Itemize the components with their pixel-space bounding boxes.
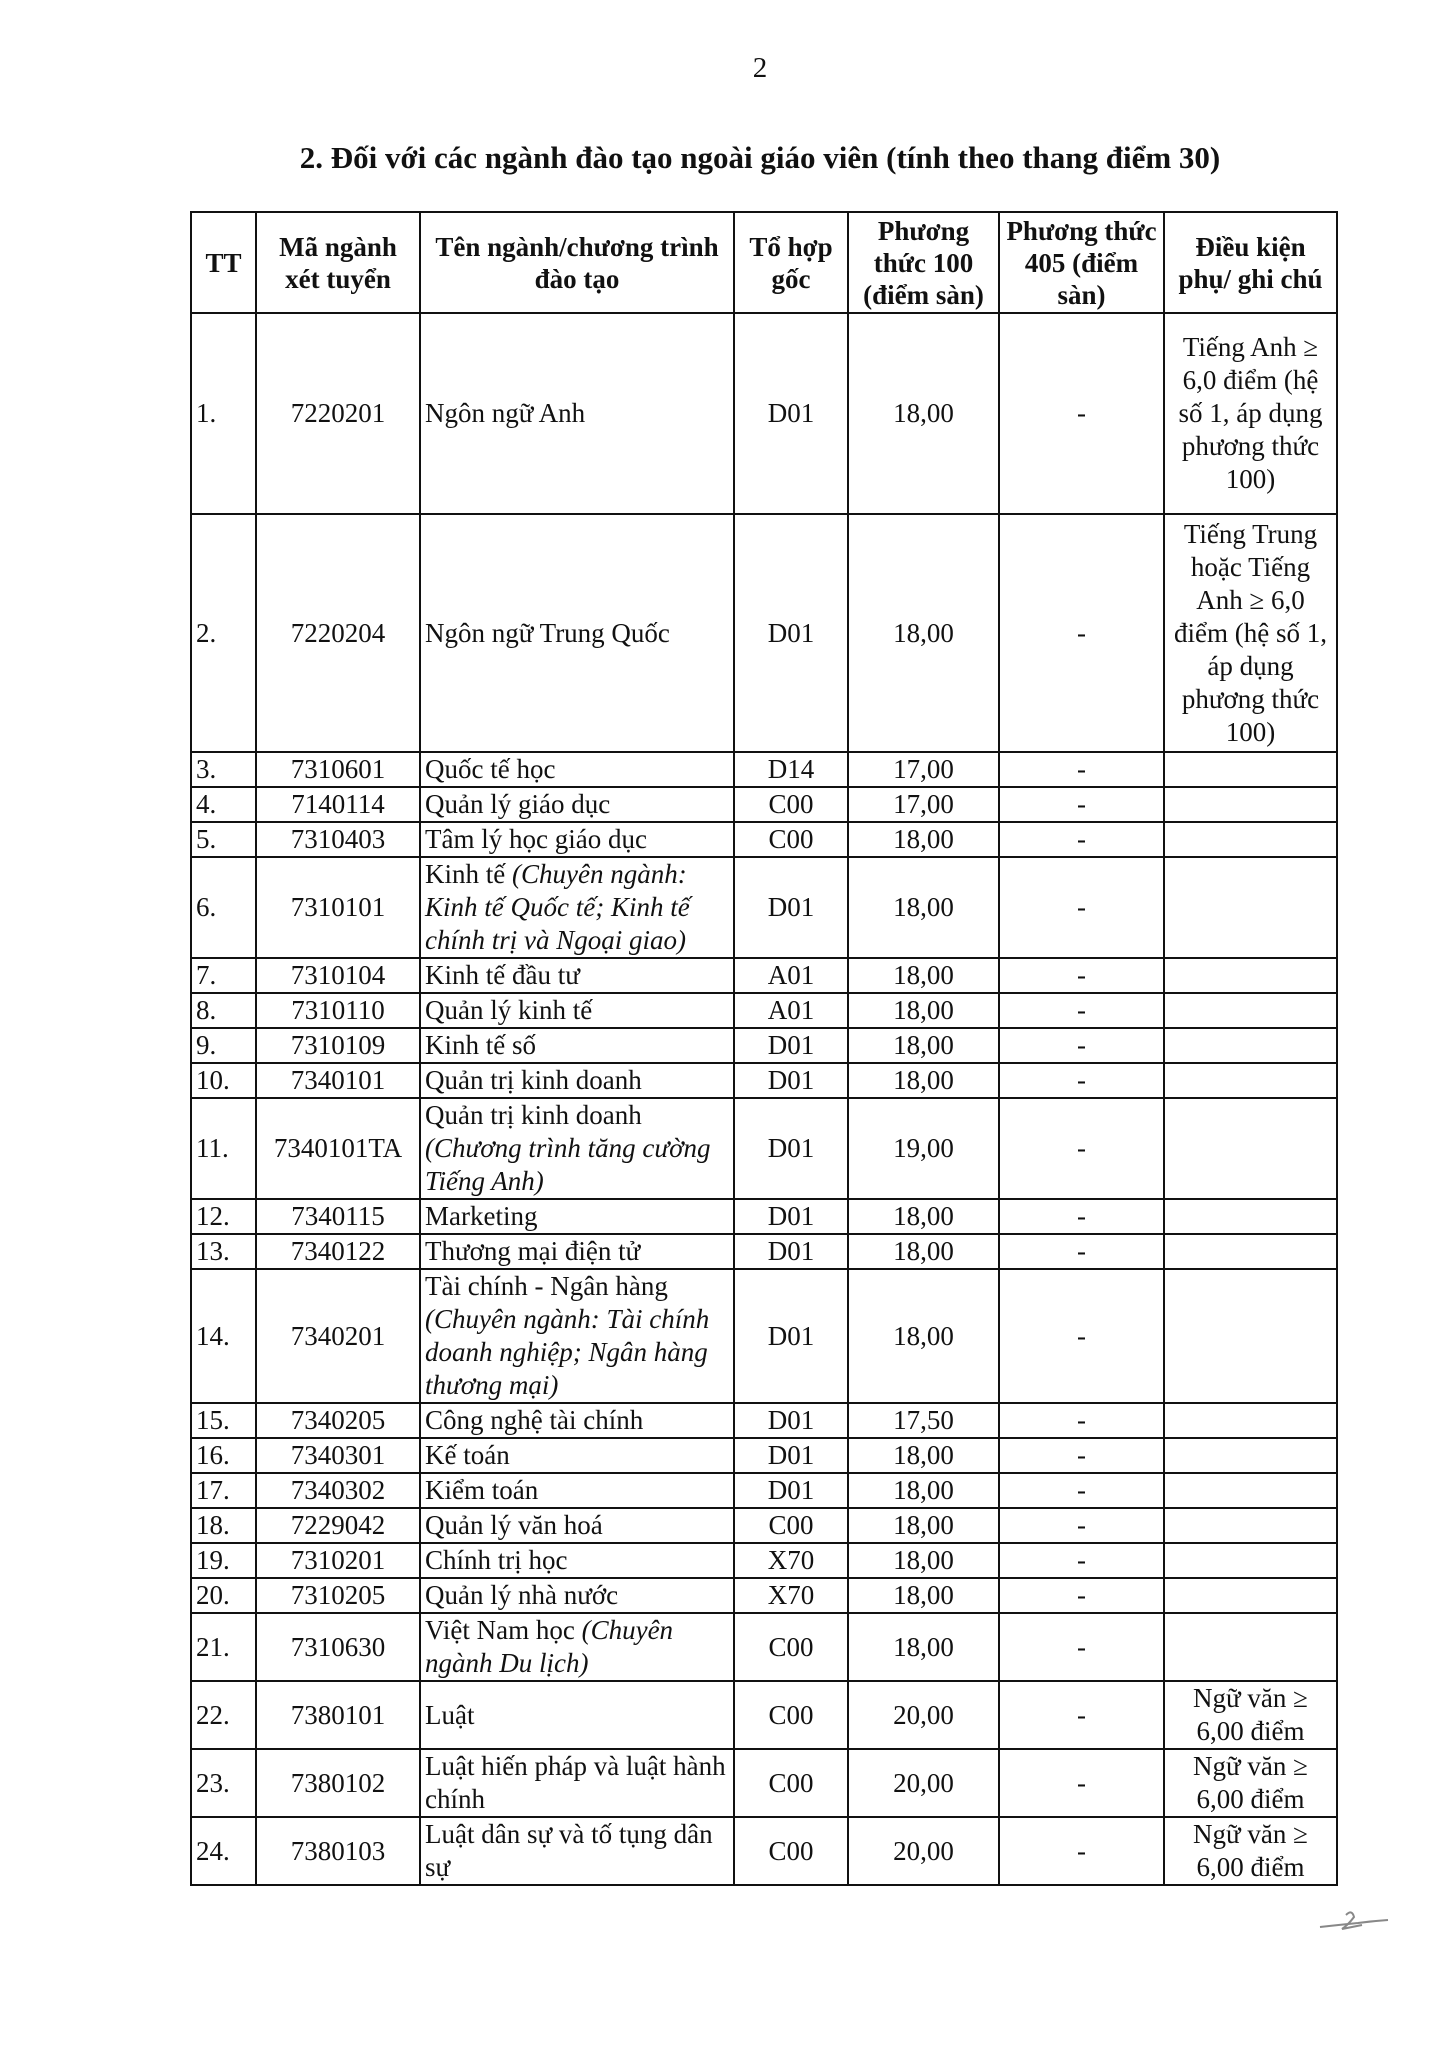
cell-code: 7340301 — [256, 1438, 420, 1473]
cell-group: D14 — [734, 752, 848, 787]
table-row — [191, 1234, 1337, 1269]
cell-note: Tiếng Anh ≥ 6,0 điểm (hệ số 1, áp dụng phương thức 100) — [1164, 313, 1337, 514]
cell-method-405: - — [999, 1681, 1164, 1749]
cell-name — [420, 1543, 734, 1578]
cell-tt: 3. — [191, 752, 256, 787]
cell-method-405: - — [999, 822, 1164, 857]
signature-mark — [1318, 1905, 1390, 1935]
table-row — [191, 1403, 1337, 1438]
cell-tt: 23. — [191, 1749, 256, 1817]
cell-code: 7310109 — [256, 1028, 420, 1063]
table-row — [191, 857, 1337, 958]
cell-method-100: 18,00 — [848, 1269, 999, 1403]
table-row — [191, 1438, 1337, 1473]
cell-note: Ngữ văn ≥ 6,00 điểm — [1164, 1749, 1337, 1817]
cell-tt: 7. — [191, 958, 256, 993]
table-row — [191, 958, 1337, 993]
cell-method-405: - — [999, 1403, 1164, 1438]
table-body — [191, 313, 1337, 1885]
cell-tt: 9. — [191, 1028, 256, 1063]
cell-code: 7310201 — [256, 1543, 420, 1578]
cell-note — [1164, 1508, 1337, 1543]
cell-method-405: - — [999, 958, 1164, 993]
cell-code: 7340122 — [256, 1234, 420, 1269]
cell-method-100: 18,00 — [848, 1063, 999, 1098]
program-name: Marketing — [425, 1201, 538, 1231]
cell-group: D01 — [734, 1473, 848, 1508]
cell-method-405: - — [999, 1199, 1164, 1234]
cell-name — [420, 822, 734, 857]
program-name: Luật dân sự và tố tụng dân sự — [425, 1819, 713, 1882]
cell-method-100: 18,00 — [848, 1578, 999, 1613]
cell-group: D01 — [734, 1098, 848, 1199]
cell-method-100: 18,00 — [848, 1508, 999, 1543]
cell-note — [1164, 752, 1337, 787]
cell-name — [420, 752, 734, 787]
program-name: Luật — [425, 1699, 475, 1730]
cell-name — [420, 1028, 734, 1063]
cell-tt: 4. — [191, 787, 256, 822]
cell-method-405: - — [999, 1234, 1164, 1269]
cell-name — [420, 1578, 734, 1613]
cell-method-100: 18,00 — [848, 313, 999, 514]
cell-note: Ngữ văn ≥ 6,00 điểm — [1164, 1817, 1337, 1885]
cell-note — [1164, 1098, 1337, 1199]
program-name: Kinh tế đầu tư — [425, 960, 580, 990]
cell-tt: 14. — [191, 1269, 256, 1403]
cell-code: 7310403 — [256, 822, 420, 857]
cell-code: 7340201 — [256, 1269, 420, 1403]
cell-name — [420, 993, 734, 1028]
cell-note — [1164, 1028, 1337, 1063]
cell-method-100: 18,00 — [848, 1028, 999, 1063]
table-row — [191, 1681, 1337, 1749]
cell-tt: 18. — [191, 1508, 256, 1543]
cell-tt: 2. — [191, 514, 256, 752]
cell-code: 7340101TA — [256, 1098, 420, 1199]
cell-name — [420, 1613, 734, 1681]
program-name: Quản lý kinh tế — [425, 995, 593, 1025]
program-name: Quản trị kinh doanh — [425, 1100, 642, 1130]
table-row — [191, 1613, 1337, 1681]
cell-tt: 19. — [191, 1543, 256, 1578]
cell-name — [420, 1234, 734, 1269]
cell-method-405: - — [999, 787, 1164, 822]
cell-group: X70 — [734, 1578, 848, 1613]
table-row — [191, 1269, 1337, 1403]
program-name: Quản lý giáo dục — [425, 789, 611, 819]
col-header-code: Mã ngành xét tuyển — [256, 212, 420, 313]
cell-name — [420, 1508, 734, 1543]
cell-method-405: - — [999, 1508, 1164, 1543]
cell-name — [420, 313, 734, 514]
cell-name — [420, 857, 734, 958]
cell-group: D01 — [734, 1403, 848, 1438]
cell-name — [420, 1817, 734, 1885]
cell-method-100: 18,00 — [848, 857, 999, 958]
table-row — [191, 822, 1337, 857]
cell-code: 7310101 — [256, 857, 420, 958]
cell-method-405: - — [999, 1613, 1164, 1681]
cell-method-100: 18,00 — [848, 1199, 999, 1234]
table-row — [191, 1578, 1337, 1613]
table-row — [191, 514, 1337, 752]
program-name: Quản lý nhà nước — [425, 1580, 619, 1610]
table-row — [191, 1543, 1337, 1578]
cell-code: 7310205 — [256, 1578, 420, 1613]
cell-note — [1164, 958, 1337, 993]
cell-note — [1164, 1438, 1337, 1473]
cell-code: 7380103 — [256, 1817, 420, 1885]
cell-note — [1164, 787, 1337, 822]
program-name: Kiểm toán — [425, 1475, 539, 1505]
cell-group: D01 — [734, 1269, 848, 1403]
cell-tt: 5. — [191, 822, 256, 857]
cell-code: 7310104 — [256, 958, 420, 993]
cell-tt: 6. — [191, 857, 256, 958]
cell-note — [1164, 857, 1337, 958]
cell-method-405: - — [999, 857, 1164, 958]
cell-name — [420, 1269, 734, 1403]
program-name: Chính trị học — [425, 1545, 568, 1575]
table-row — [191, 313, 1337, 514]
cell-method-100: 20,00 — [848, 1817, 999, 1885]
program-name: Ngôn ngữ Anh — [425, 398, 586, 428]
cell-method-100: 18,00 — [848, 1613, 999, 1681]
section-heading: 2. Đối với các ngành đào tạo ngoài giáo viên (tính theo thang điểm 30) — [299, 140, 1221, 175]
cell-code: 7340115 — [256, 1199, 420, 1234]
cell-code: 7310601 — [256, 752, 420, 787]
table-row — [191, 787, 1337, 822]
cell-tt: 13. — [191, 1234, 256, 1269]
program-name: Quốc tế học — [425, 754, 556, 784]
cell-name — [420, 1098, 734, 1199]
cell-method-100: 18,00 — [848, 1543, 999, 1578]
table-row — [191, 1749, 1337, 1817]
cell-method-100: 18,00 — [848, 514, 999, 752]
cell-name — [420, 1199, 734, 1234]
admission-table — [190, 211, 1338, 1886]
program-name: Tài chính - Ngân hàng — [425, 1271, 668, 1301]
cell-tt: 20. — [191, 1578, 256, 1613]
col-header-method-100: Phương thức 100 (điểm sàn) — [848, 212, 999, 313]
table-row — [191, 1508, 1337, 1543]
cell-name — [420, 1749, 734, 1817]
cell-code: 7229042 — [256, 1508, 420, 1543]
table-row — [191, 752, 1337, 787]
program-name: Luật hiến pháp và luật hành chính — [425, 1751, 726, 1814]
program-name: Quản trị kinh doanh — [425, 1065, 642, 1095]
cell-code: 7310630 — [256, 1613, 420, 1681]
cell-group: C00 — [734, 1817, 848, 1885]
cell-method-405: - — [999, 1438, 1164, 1473]
cell-tt: 12. — [191, 1199, 256, 1234]
program-name: Quản lý văn hoá — [425, 1510, 603, 1540]
cell-note — [1164, 1613, 1337, 1681]
cell-method-405: - — [999, 1269, 1164, 1403]
cell-tt: 11. — [191, 1098, 256, 1199]
cell-method-405: - — [999, 1578, 1164, 1613]
cell-method-100: 18,00 — [848, 993, 999, 1028]
cell-method-100: 18,00 — [848, 958, 999, 993]
cell-note — [1164, 1199, 1337, 1234]
program-name: Tâm lý học giáo dục — [425, 824, 647, 854]
cell-tt: 1. — [191, 313, 256, 514]
cell-name — [420, 514, 734, 752]
program-name: Kế toán — [425, 1440, 510, 1470]
table-row — [191, 993, 1337, 1028]
cell-method-100: 17,50 — [848, 1403, 999, 1438]
cell-group: D01 — [734, 857, 848, 958]
cell-group: D01 — [734, 514, 848, 752]
cell-method-100: 18,00 — [848, 822, 999, 857]
program-name: Kinh tế — [425, 859, 506, 889]
cell-method-405: - — [999, 1749, 1164, 1817]
cell-tt: 22. — [191, 1681, 256, 1749]
cell-group: X70 — [734, 1543, 848, 1578]
program-name: Việt Nam học — [425, 1615, 575, 1645]
program-specialization: (Chuyên ngành: Tài chính doanh nghiệp; Ngân hàng thương mại) — [425, 1304, 710, 1400]
cell-code: 7380102 — [256, 1749, 420, 1817]
cell-note — [1164, 993, 1337, 1028]
cell-note — [1164, 1234, 1337, 1269]
cell-code: 7140114 — [256, 787, 420, 822]
cell-group: D01 — [734, 1028, 848, 1063]
cell-method-405: - — [999, 1543, 1164, 1578]
cell-group: A01 — [734, 993, 848, 1028]
cell-code: 7310110 — [256, 993, 420, 1028]
cell-group: C00 — [734, 1749, 848, 1817]
cell-group: D01 — [734, 1438, 848, 1473]
cell-note — [1164, 1063, 1337, 1098]
cell-note — [1164, 1578, 1337, 1613]
cell-method-100: 18,00 — [848, 1473, 999, 1508]
cell-method-100: 19,00 — [848, 1098, 999, 1199]
cell-method-405: - — [999, 1098, 1164, 1199]
cell-method-100: 17,00 — [848, 787, 999, 822]
cell-code: 7220204 — [256, 514, 420, 752]
cell-method-405: - — [999, 752, 1164, 787]
cell-name — [420, 1063, 734, 1098]
cell-method-100: 20,00 — [848, 1749, 999, 1817]
program-specialization: (Chuyên ngành: Kinh tế Quốc tế; Kinh tế chính trị và Ngoại giao) — [425, 859, 690, 955]
cell-method-405: - — [999, 313, 1164, 514]
table-row — [191, 1098, 1337, 1199]
cell-name — [420, 1438, 734, 1473]
program-name: Ngôn ngữ Trung Quốc — [425, 617, 670, 648]
cell-name — [420, 1403, 734, 1438]
cell-name — [420, 1473, 734, 1508]
cell-code: 7380101 — [256, 1681, 420, 1749]
cell-method-405: - — [999, 1028, 1164, 1063]
cell-code: 7220201 — [256, 313, 420, 514]
table-row — [191, 1199, 1337, 1234]
cell-method-405: - — [999, 1063, 1164, 1098]
cell-method-100: 18,00 — [848, 1438, 999, 1473]
program-name: Công nghệ tài chính — [425, 1405, 644, 1435]
cell-note — [1164, 1269, 1337, 1403]
cell-note — [1164, 1403, 1337, 1438]
cell-note: Tiếng Trung hoặc Tiếng Anh ≥ 6,0 điểm (hệ số 1, áp dụng phương thức 100) — [1164, 514, 1337, 752]
cell-note — [1164, 822, 1337, 857]
program-specialization: (Chương trình tăng cường Tiếng Anh) — [425, 1133, 711, 1196]
page-number: 2 — [752, 52, 768, 84]
table-row — [191, 1063, 1337, 1098]
cell-tt: 21. — [191, 1613, 256, 1681]
col-header-group: Tổ hợp gốc — [734, 212, 848, 313]
cell-tt: 24. — [191, 1817, 256, 1885]
cell-note: Ngữ văn ≥ 6,00 điểm — [1164, 1681, 1337, 1749]
cell-name — [420, 787, 734, 822]
cell-group: D01 — [734, 313, 848, 514]
cell-group: D01 — [734, 1199, 848, 1234]
cell-group: C00 — [734, 822, 848, 857]
cell-tt: 8. — [191, 993, 256, 1028]
cell-group: C00 — [734, 1681, 848, 1749]
cell-tt: 10. — [191, 1063, 256, 1098]
table-row — [191, 1473, 1337, 1508]
cell-method-405: - — [999, 993, 1164, 1028]
cell-note — [1164, 1543, 1337, 1578]
table-row — [191, 1817, 1337, 1885]
header-row — [191, 212, 1337, 313]
cell-group: C00 — [734, 1508, 848, 1543]
cell-code: 7340101 — [256, 1063, 420, 1098]
cell-method-100: 18,00 — [848, 1234, 999, 1269]
cell-method-405: - — [999, 514, 1164, 752]
cell-name — [420, 1681, 734, 1749]
program-name: Kinh tế số — [425, 1030, 536, 1060]
cell-method-100: 17,00 — [848, 752, 999, 787]
cell-group: C00 — [734, 1613, 848, 1681]
cell-code: 7340302 — [256, 1473, 420, 1508]
cell-group: C00 — [734, 787, 848, 822]
cell-group: D01 — [734, 1234, 848, 1269]
table-row — [191, 1028, 1337, 1063]
cell-tt: 15. — [191, 1403, 256, 1438]
cell-name — [420, 958, 734, 993]
cell-group: A01 — [734, 958, 848, 993]
col-header-note: Điều kiện phụ/ ghi chú — [1164, 212, 1337, 313]
col-header-tt: TT — [191, 212, 256, 313]
cell-tt: 16. — [191, 1438, 256, 1473]
cell-note — [1164, 1473, 1337, 1508]
program-specialization: (Chuyên ngành Du lịch) — [425, 1615, 674, 1678]
col-header-name: Tên ngành/chương trình đào tạo — [420, 212, 734, 313]
cell-method-405: - — [999, 1817, 1164, 1885]
cell-tt: 17. — [191, 1473, 256, 1508]
cell-method-405: - — [999, 1473, 1164, 1508]
cell-group: D01 — [734, 1063, 848, 1098]
program-name: Thương mại điện tử — [425, 1236, 641, 1266]
col-header-method-405: Phương thức 405 (điểm sàn) — [999, 212, 1164, 313]
cell-code: 7340205 — [256, 1403, 420, 1438]
cell-method-100: 20,00 — [848, 1681, 999, 1749]
